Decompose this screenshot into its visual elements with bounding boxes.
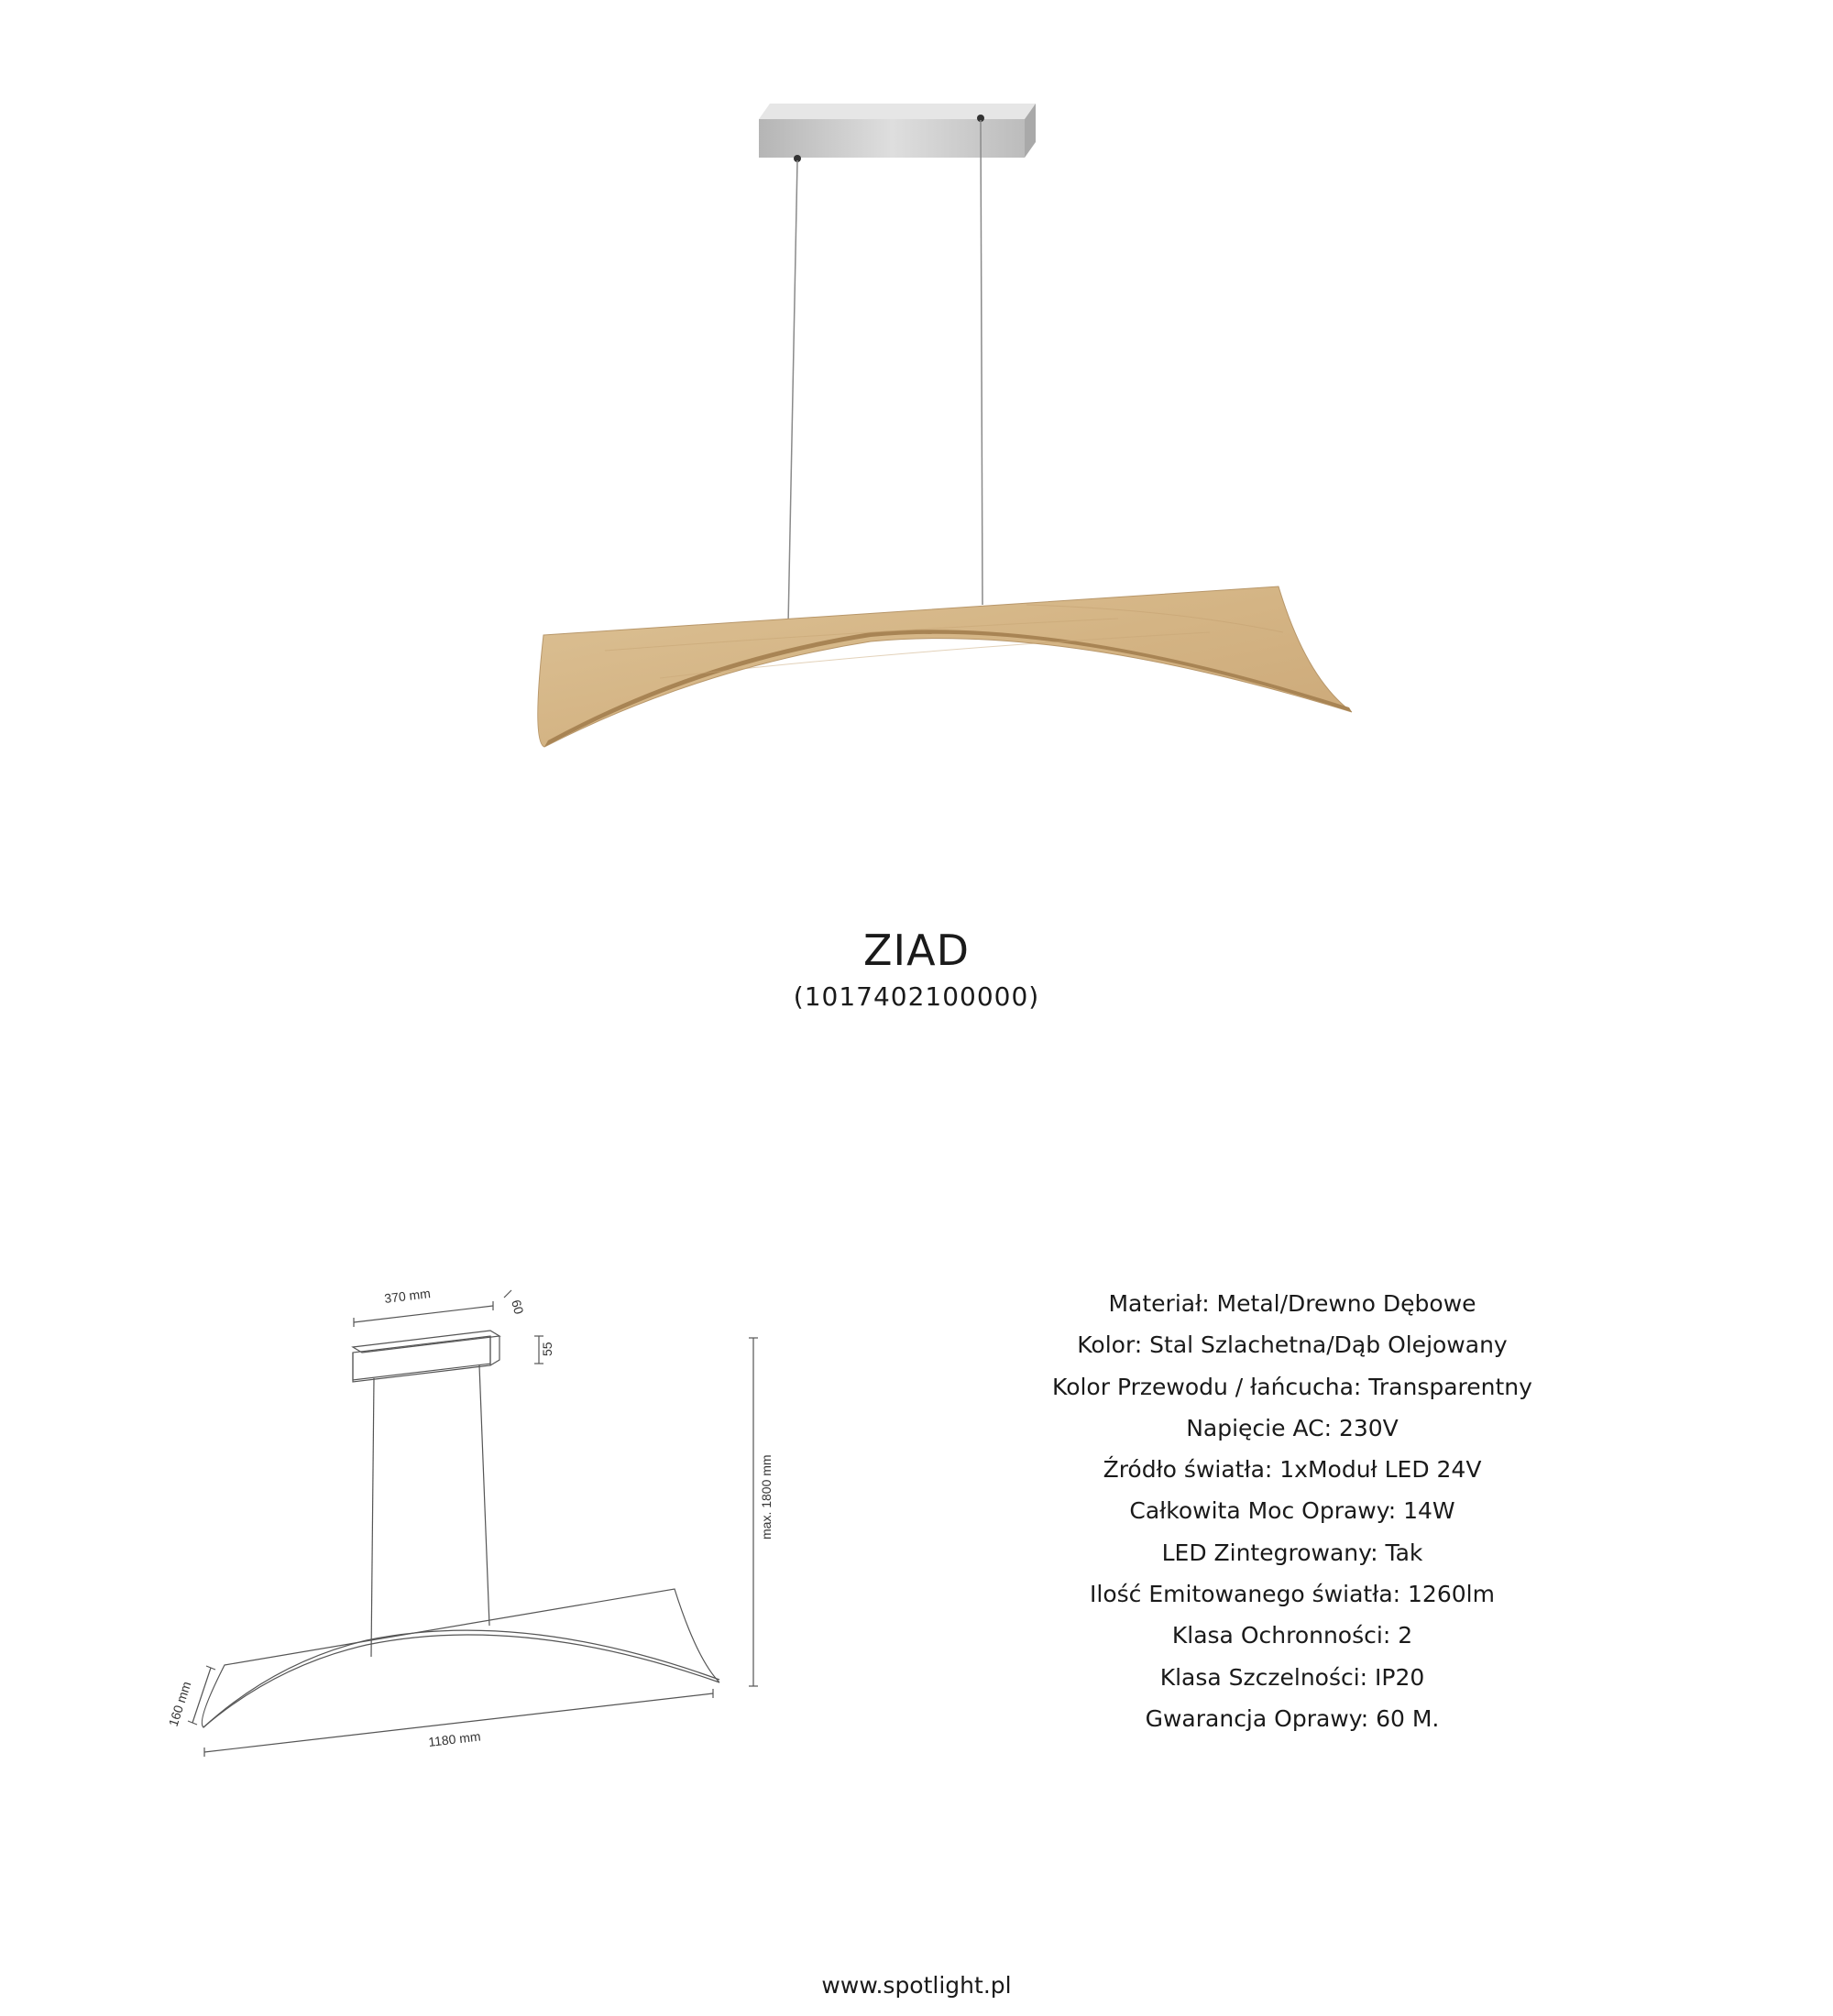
spec-color: Kolor: Stal Szlachetna/Dąb Olejowany: [1077, 1331, 1508, 1359]
product-name: ZIAD: [863, 926, 970, 975]
spec-cable-color: Kolor Przewodu / łańcucha: Transparentny: [1052, 1373, 1532, 1400]
spec-material: Materiał: Metal/Drewno Dębowe: [1108, 1290, 1476, 1317]
spec-ip-rating: Klasa Szczelności: IP20: [1159, 1663, 1425, 1691]
dim-line-lamp-height: [192, 1668, 211, 1723]
suspension-cable: [788, 160, 797, 625]
dim-canopy-depth: 60: [509, 1298, 527, 1316]
dim-canopy-width: 370 mm: [383, 1286, 432, 1306]
specifications-list: [971, 1283, 1613, 1739]
dim-lamp-length: 1180 mm: [427, 1728, 482, 1749]
product-code: (1017402100000): [793, 981, 1040, 1013]
title-block: [0, 926, 1833, 1012]
dim-canopy-height: 55: [540, 1342, 554, 1356]
spec-light-source: Źródło światła: 1xModuł LED 24V: [1103, 1456, 1482, 1484]
spec-luminous-flux: Ilość Emitowanego światła: 1260lm: [1090, 1581, 1495, 1608]
spec-voltage: Napięcie AC: 230V: [1186, 1414, 1399, 1441]
drawing-canopy: [353, 1331, 499, 1382]
dimension-drawing: [137, 1255, 797, 1787]
footer-website[interactable]: www.spotlight.pl: [821, 1972, 1012, 1999]
dim-max-length: max. 1800 mm: [759, 1454, 774, 1539]
drawing-cable: [371, 1378, 374, 1657]
wooden-lamp-body: [538, 586, 1352, 747]
spec-total-power: Całkowita Moc Oprawy: 14W: [1129, 1497, 1455, 1525]
suspension-cable: [981, 120, 982, 605]
spec-warranty: Gwarancja Oprawy: 60 M.: [1145, 1704, 1440, 1732]
product-photo: [477, 46, 1356, 761]
drawing-lamp-body: [202, 1589, 719, 1727]
dim-line-canopy-width: [354, 1306, 493, 1322]
dim-lamp-height: 160 mm: [165, 1679, 194, 1728]
ceiling-canopy: [759, 104, 1036, 162]
dim-line-canopy-depth: [504, 1290, 511, 1298]
spec-integrated-led: LED Zintegrowany: Tak: [1161, 1539, 1423, 1566]
drawing-cable: [479, 1365, 489, 1626]
spec-protection-class: Klasa Ochronności: 2: [1171, 1622, 1413, 1649]
